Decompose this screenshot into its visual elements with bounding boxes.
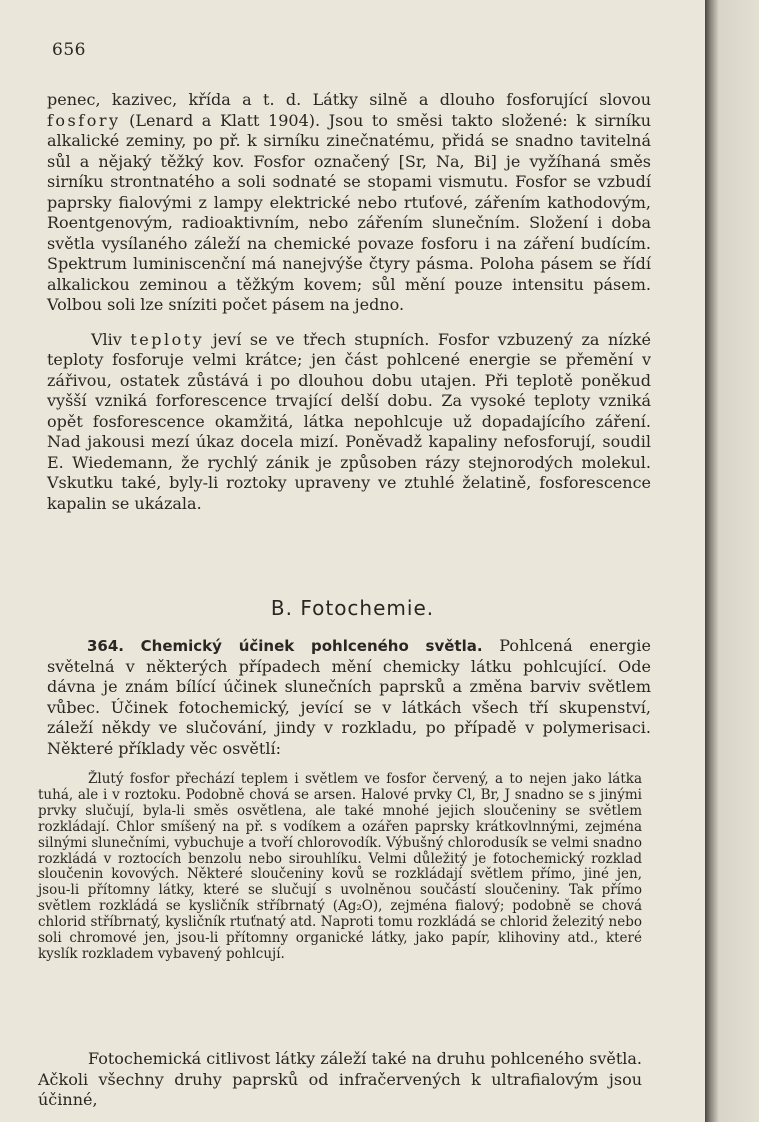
page-edge-shadow [705,0,759,1122]
p2-spaced-term: teploty [130,329,205,349]
p1-part-a: penec, kazivec, křída a t. d. Látky silně a dlouho fosforující slovou [47,90,651,109]
section-title: Chemický účinek pohlceného světla. [140,637,483,655]
paragraph-temperature [47,330,651,515]
examples-paragraph: Žlutý fosfor přechází teplem i světlem ve fosfor červený, a to nejen jako látka tuhá, ale i v roztoku. Podobně chová se arsen. Halové prvky Cl, Br, J snadno se s jinými prvky slučují, byla-li směs osvětlena, ale také mnohé jejich sloučeniny se světlem rozkládají. Chlor smíšený na př. s vodíkem a ozářen paprsky krátkovlnnými, zejména silnými slunečními, vybuchuje a tvoří chlorovodík. Výbušný chlorodusík se velmi snadno rozkládá v roztocích benzolu nebo sirouhlíku. Velmi důležitý je fotochemický rozklad sloučenin kovových. Některé sloučeniny kovů se rozkládají světlem přímo, jiné jen, jsou-li přítomny látky, které se slučují s uvolněnou součástí sloučeniny. Tak přímo světlem rozkládá se kysličník stříbrnatý (Ag₂O), zejména fialový; podobně se chová chlorid stříbrnatý, kysličník rtuťnatý atd. Naproti tomu rozkládá se chlorid železitý nebo soli chromové jen, jsou-li přítomny organické látky, jako papír, klihoviny atd., které kyslík rozkladem vybavený pohlcují. [38,771,642,962]
p2-part-a: Vliv [91,329,131,349]
section-paragraph [47,636,651,759]
page-number: 656 [52,40,86,60]
small-print-examples [38,772,642,963]
closing-paragraph [38,1049,642,1111]
section-heading: B. Fotochemie. [270,596,435,620]
main-text [47,90,651,514]
paragraph-phosphors [47,90,651,316]
section-text: Pohlcená energie světelná v některých případech mění chemicky látku pohlcující. Ode dávna je znám bílící účinek slunečních paprsků a změna barviv světlem vůbec. Účinek fotochemický, jevící se v látkách všech tří skupenství, záleží někdy ve slučování, jindy v rozkladu, po případě v polymerisaci. Některé příklady věc osvětlí: [47,636,651,758]
p2-part-b: jeví se ve třech stupních. Fosfor vzbuzený za nízké teploty fosforuje velmi krátce; jen část pohlcené energie se přemění v zářivou, ostatek zůstává i po dlouhou dobu utajen. Při teplotě poněkud vyšší vzniká forforescence trvající delší dobu. Za vysoké teploty vzniká opět fosforescence okamžitá, látka nepohlcuje už dopadajícího záření. Nad jakousi mezí úkaz docela mizí. Poněvadž kapaliny nefosforují, soudil E. Wiedemann, že rychlý zánik je způsoben rázy stejnorodých molekul. Vskutku také, byly-li roztoky upraveny ve ztuhlé želatině, fosforescence kapalin se ukázala. [47,329,651,513]
p1-spaced-term: fosfory [47,110,121,130]
section-364 [47,636,651,759]
section-number: 364. [87,637,125,655]
closing-text: Fotochemická citlivost látky záleží také na druhu pohlceného světla. Ačkoli všechny druhy paprsků od infračervených k ultrafialovým jsou účinné, [38,1049,642,1109]
p1-part-b: (Lenard a Klatt 1904). Jsou to směsi takto složené: k sirníku alkalické zeminy, po př. k sirníku zinečnatému, přidá se snadno tavitelná sůl a nějaký těžký kov. Fosfor označený [Sr, Na, Bi] je vyžíhaná směs sirníku strontnatého a soli sodnaté se stopami vismutu. Fosfor se vzbudí paprsky fialovými z lampy elektrické nebo rtuťové, zářením kathodovým, Roentgenovým, radioaktivním, nebo zářením slunečním. Složení i doba světla vysílaného záleží na chemické povaze fosforu i na záření budícím. Spektrum luminiscenční má nanejvýše čtyry pásma. Poloha pásem se řídí alkalickou zeminou a těžkým kovem; sůl mění pouze intensitu pásem. Volbou soli lze sníziti počet pásem na jedno. [47,110,651,314]
